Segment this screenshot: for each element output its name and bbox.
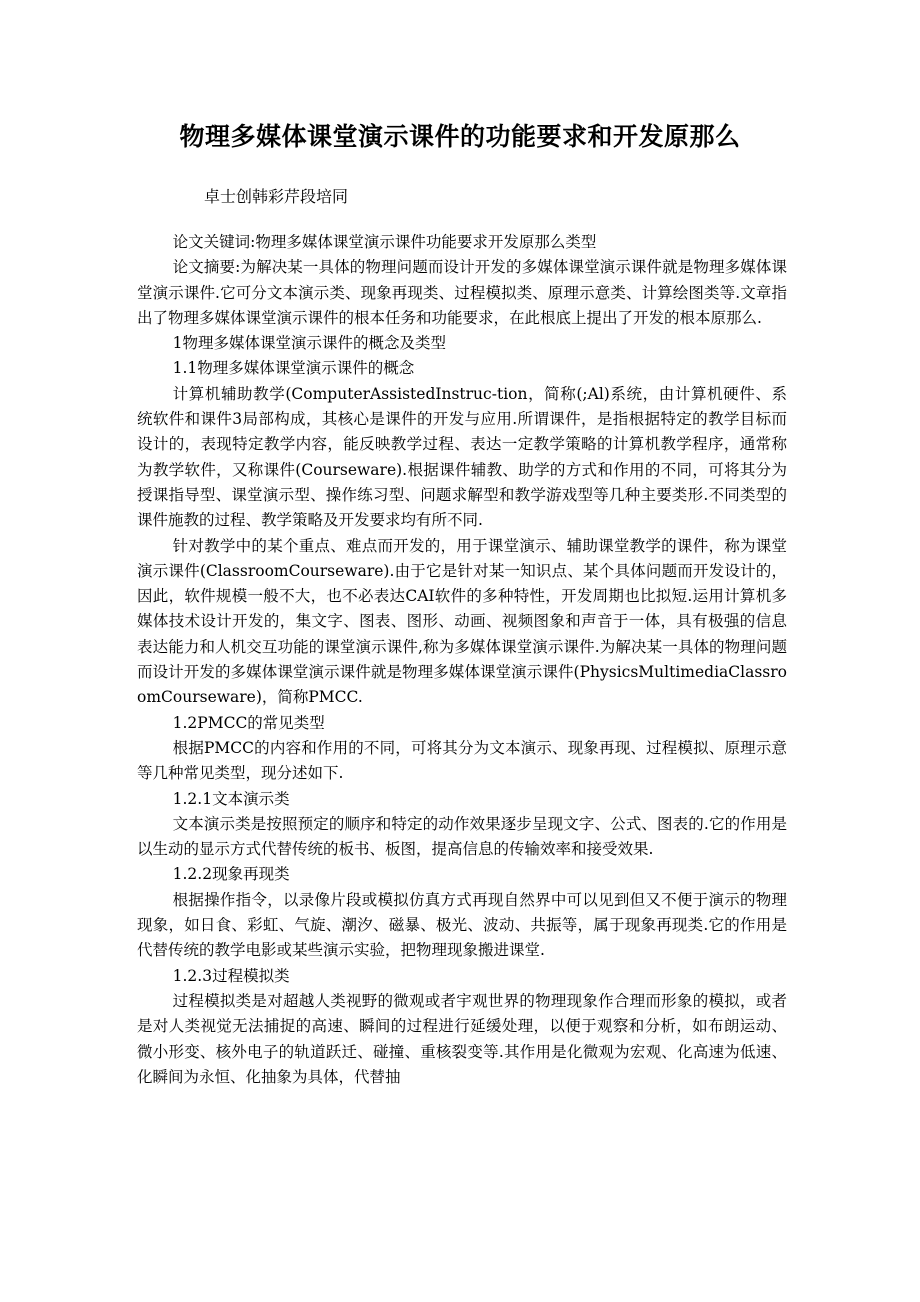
body-paragraph: 计算机辅助教学(ComputerAssistedInstruc-tion，简称(;Al)系统，由计算机硬件、系统软件和课件3局部构成，其核心是课件的开发与应用.所谓课件，是指根据特定的教学目标而设计的，表现特定教学内容，能反映教学过程、表达一定教学策略的计算机教学程序，通常称为教学软件，又称课件(Courseware).根据课件辅教、助学的方式和作用的不同，可将其分为授课指导型、课堂演示型、操作练习型、问题求解型和教学游戏型等几种主要类形.不同类型的课件施教的过程、教学策略及开发要求均有所不同. — [137, 384, 787, 530]
body-paragraph: 文本演示类是按照预定的顺序和特定的动作效果逐步呈现文字、公式、图表的.它的作用是以生动的显示方式代替传统的板书、板图，提高信息的传输效率和接受效果. — [137, 814, 787, 859]
body-paragraph: 根据操作指令，以录像片段或模拟仿真方式再现自然界中可以见到但又不便于演示的物理现象，如日食、彩虹、气旋、潮汐、磁暴、极光、波动、共振等，属于现象再现类.它的作用是代替传统的教学电影或某些演示实验，把物理现象搬进课堂. — [137, 890, 787, 960]
subsection-heading: 1.2PMCC的常见类型 — [172, 713, 325, 732]
subsection-heading: 1.1物理多媒体课堂演示课件的概念 — [172, 359, 415, 378]
subsubsection-heading: 1.2.2现象再现类 — [172, 865, 290, 884]
abstract-paragraph: 论文摘要:为解决某一具体的物理问题而设计开发的多媒体课堂演示课件就是物理多媒体课堂演示课件.它可分文本演示类、现象再现类、过程模拟类、原理示意类、计算绘图类等.文章指出了物理多媒体课堂演示课件的根本任务和功能要求，在此根底上提出了开发的根本原那么. — [137, 258, 787, 327]
body-paragraph: 根据PMCC的内容和作用的不同，可将其分为文本演示、现象再现、过程模拟、原理示意等几种常见类型，现分述如下. — [137, 738, 787, 783]
section-heading: 1物理多媒体课堂演示课件的概念及类型 — [172, 334, 447, 353]
document-title: 物理多媒体课堂演示课件的功能要求和开发原那么 — [179, 122, 741, 151]
document-authors: 卓士创韩彩芹段培同 — [204, 187, 349, 206]
body-paragraph: 过程模拟类是对超越人类视野的微观或者宇观世界的物理现象作合理而形象的模拟，或者是对人类视觉无法捕捉的高速、瞬间的过程进行延缓处理，以便于观察和分析，如布朗运动、微小形变、核外电子的轨道跃迁、碰撞、重核裂变等.其作用是化微观为宏观、化高速为低速、化瞬间为永恒、化抽象为具体，代替抽 — [137, 991, 787, 1086]
body-paragraph: 针对教学中的某个重点、难点而开发的，用于课堂演示、辅助课堂教学的课件，称为课堂演示课件(ClassroomCourseware).由于它是针对某一知识点、某个具体问题而开发设计的，因此，软件规模一般不大，也不必表达CAI软件的多种特性，开发周期也比拟短.运用计算机多媒体技术设计开发的，集文字、图表、图形、动画、视频图象和声音于一体，具有极强的信息表达能力和人机交互功能的课堂演示课件,称为多媒体课堂演示课件.为解决某一具体的物理问题而设计开发的多媒体课堂演示课件就是物理多媒体课堂演示课件(PhysicsMultimediaClassroomCourseware)，简称PMCC. — [137, 536, 787, 707]
keywords-paragraph: 论文关键词:物理多媒体课堂演示课件功能要求开发原那么类型 — [172, 233, 597, 251]
subsubsection-heading: 1.2.1文本演示类 — [172, 789, 290, 808]
subsubsection-heading: 1.2.3过程模拟类 — [172, 966, 290, 985]
document-body — [137, 230, 787, 1090]
